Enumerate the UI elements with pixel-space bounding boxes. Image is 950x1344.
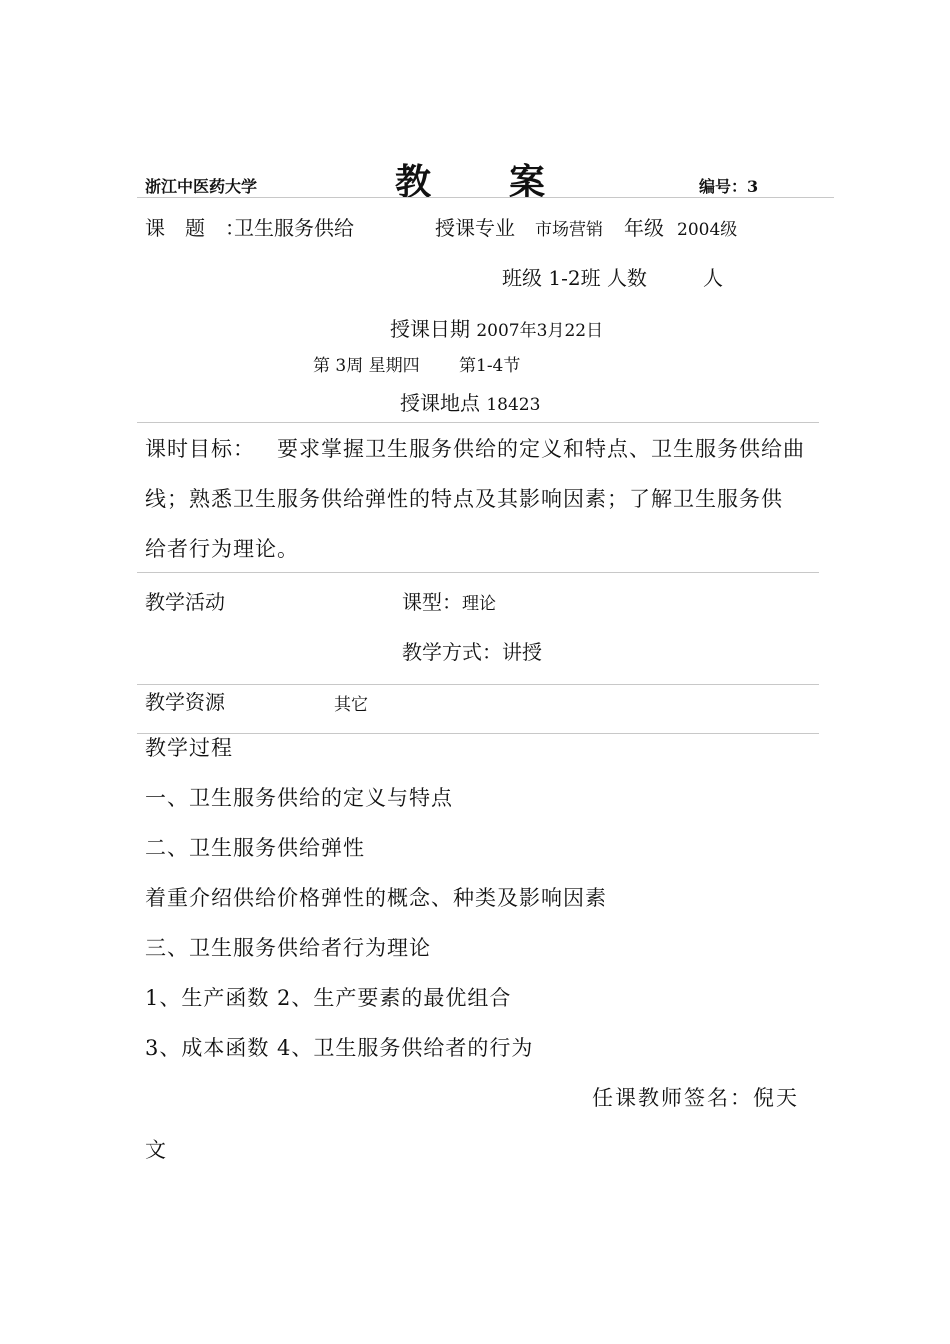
period-value: 1-4 xyxy=(476,356,504,376)
class-suffix: 班 xyxy=(580,266,601,290)
objective-text-1: 要求掌握卫生服务供给的定义和特点、卫生服务供给曲 xyxy=(277,437,805,461)
process-line-1: 一、卫生服务供给的定义与特点 xyxy=(145,786,453,810)
resources-label: 教学资源 xyxy=(145,690,225,714)
type-label: 课型： xyxy=(402,590,462,614)
class-info xyxy=(502,262,647,291)
rule-schedule xyxy=(137,422,819,423)
university-name: 浙江中医药大学 xyxy=(145,177,258,196)
objective-block xyxy=(145,424,815,574)
document-title: 教 案 xyxy=(395,161,548,203)
class-label: 班级 xyxy=(502,266,542,290)
rule-activity xyxy=(137,684,819,685)
place-info xyxy=(400,387,540,416)
number-label: 编号： xyxy=(699,177,748,196)
objective-line-2: 线；熟悉卫生服务供给弹性的特点及其影响因素；了解卫生服务供 xyxy=(145,487,783,511)
resources-value: 其它 xyxy=(334,695,368,715)
activity-method xyxy=(402,636,542,665)
topic-value: 卫生服务供给 xyxy=(234,216,354,240)
number-value: 3 xyxy=(747,177,759,196)
grade-value xyxy=(677,215,737,240)
process-line-2: 二、卫生服务供给弹性 xyxy=(145,836,365,860)
count-suffix: 人 xyxy=(703,266,723,290)
topic-label: 课 题 ： xyxy=(145,216,245,240)
process-line-3: 着重介绍供给价格弹性的概念、种类及影响因素 xyxy=(145,886,607,910)
method-value: 讲授 xyxy=(502,640,542,664)
grade-label: 年级 xyxy=(624,216,664,240)
year-char: 年 xyxy=(519,321,537,341)
week-info xyxy=(313,351,420,376)
activity-label: 教学活动 xyxy=(145,590,225,614)
date-label: 授课日期 xyxy=(390,317,470,341)
document-number xyxy=(699,174,758,197)
grade-year: 2004 xyxy=(677,220,721,240)
rule-objective xyxy=(137,572,819,573)
period-info xyxy=(459,351,520,376)
objective-line-1 xyxy=(145,424,815,474)
date-month: 3 xyxy=(536,321,548,341)
week-prefix: 第 xyxy=(313,356,330,376)
period-suffix: 节 xyxy=(503,356,521,376)
month-char: 月 xyxy=(547,321,565,341)
process-line-5: 1、生产函数 2、生产要素的最优组合 xyxy=(145,986,512,1010)
place-label: 授课地点 xyxy=(400,391,480,415)
count-label: 人数 xyxy=(606,266,647,290)
objective-label: 课时目标： xyxy=(145,437,255,461)
week-suffix: 周 xyxy=(346,356,364,376)
class-value: 1-2 xyxy=(548,266,581,290)
process-line-6: 3、成本函数 4、卫生服务供给者的行为 xyxy=(145,1036,534,1060)
major-label: 授课专业 xyxy=(435,216,515,240)
process-line-4: 三、卫生服务供给者行为理论 xyxy=(145,936,431,960)
process-block xyxy=(145,723,815,1073)
week-value: 3 xyxy=(335,356,347,376)
signature-line xyxy=(592,1082,799,1112)
signature-label: 任课教师签名： xyxy=(592,1086,753,1110)
type-value: 理论 xyxy=(462,594,496,614)
objective-line-3: 给者行为理论。 xyxy=(145,537,299,561)
weekday: 星期四 xyxy=(368,356,420,376)
activity-type xyxy=(402,586,496,615)
method-label: 教学方式： xyxy=(402,640,502,664)
day-char: 日 xyxy=(586,321,604,341)
header-rule xyxy=(137,197,834,198)
signature-name-part2: 文 xyxy=(145,1138,166,1162)
grade-suffix: 级 xyxy=(720,220,738,240)
process-label: 教学过程 xyxy=(145,736,233,760)
date-year: 2007 xyxy=(476,321,520,341)
date-info xyxy=(390,313,603,342)
place-value: 18423 xyxy=(486,395,541,415)
major-value: 市场营销 xyxy=(535,220,603,240)
period-prefix: 第 xyxy=(459,356,476,376)
date-day: 22 xyxy=(564,321,587,341)
signature-name-part1: 倪天 xyxy=(753,1086,799,1110)
